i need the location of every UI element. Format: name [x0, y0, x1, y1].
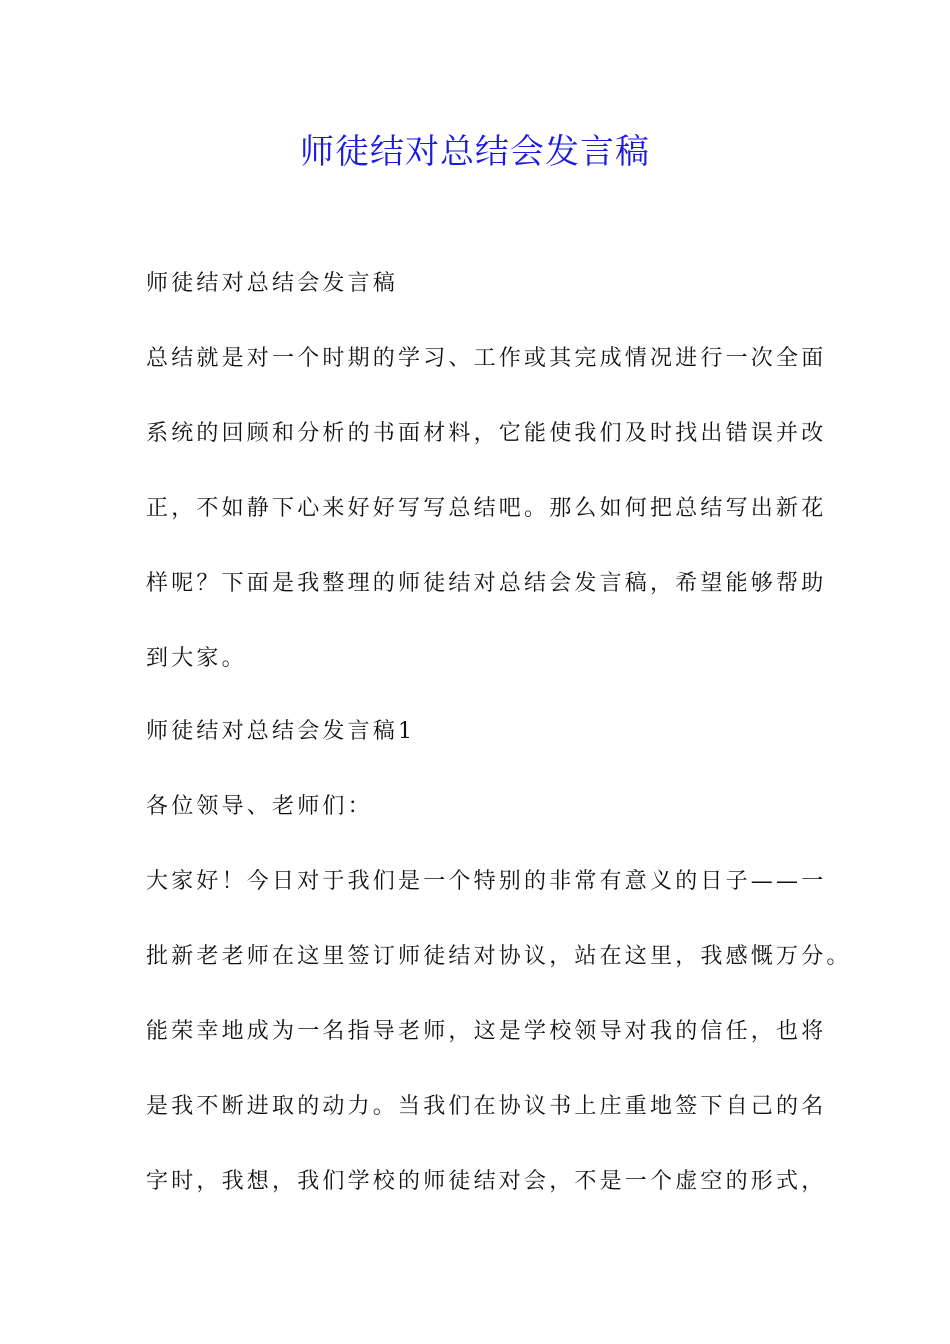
- body-line: 系统的回顾和分析的书面材料，它能使我们及时找出错误并改: [146, 421, 827, 446]
- document-title: 师徒结对总结会发言稿: [300, 132, 650, 172]
- subtitle-line: 师徒结对总结会发言稿: [146, 271, 399, 296]
- section-heading: 师徒结对总结会发言稿1: [146, 719, 416, 744]
- body-line: 能荣幸地成为一名指导老师，这是学校领导对我的信任，也将: [146, 1019, 827, 1044]
- body-line: 批新老老师在这里签订师徒结对协议，站在这里，我感慨万分。: [146, 944, 852, 969]
- body-line: 样呢？下面是我整理的师徒结对总结会发言稿，希望能够帮助: [146, 571, 827, 596]
- body-line: 大家好！今日对于我们是一个特别的非常有意义的日子——一: [146, 869, 827, 894]
- body-line: 总结就是对一个时期的学习、工作或其完成情况进行一次全面: [146, 346, 827, 371]
- body-line: 到大家。: [146, 646, 247, 671]
- salutation-line: 各位领导、老师们：: [146, 794, 373, 819]
- body-line: 正，不如静下心来好好写写总结吧。那么如何把总结写出新花: [146, 496, 827, 521]
- body-line: 是我不断进取的动力。当我们在协议书上庄重地签下自己的名: [146, 1094, 827, 1119]
- body-line: 字时，我想，我们学校的师徒结对会，不是一个虚空的形式，: [146, 1169, 827, 1194]
